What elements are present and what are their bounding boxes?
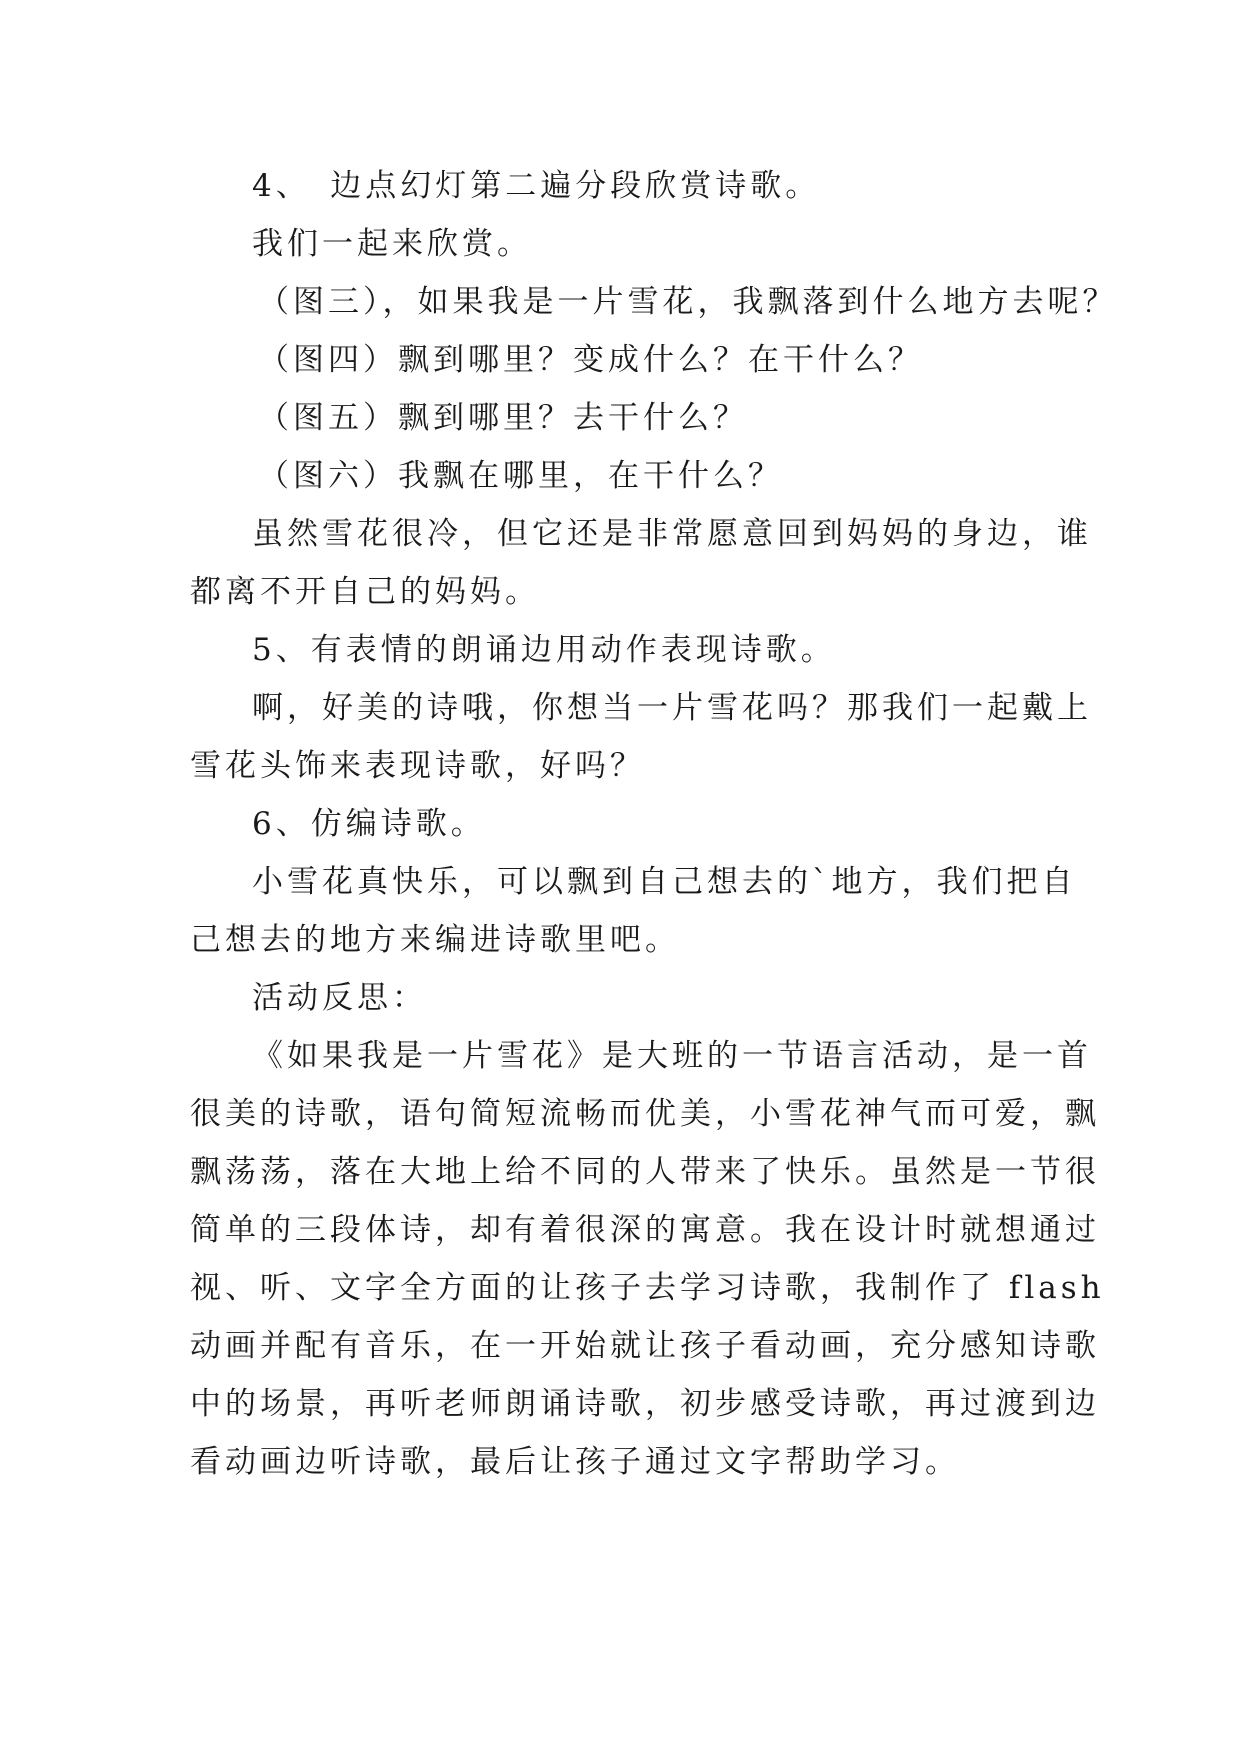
- text-line: 活动反思：: [252, 980, 427, 1016]
- text-line: 啊，好美的诗哦，你想当一片雪花吗？那我们一起戴上: [252, 690, 1092, 726]
- text-line: 飘荡荡，落在大地上给不同的人带来了快乐。虽然是一节很: [190, 1154, 1100, 1190]
- text-line: （图四）飘到哪里？变成什么？在干什么？: [258, 342, 923, 378]
- text-line: 动画并配有音乐，在一开始就让孩子看动画，充分感知诗歌: [190, 1328, 1100, 1364]
- text-line: 《如果我是一片雪花》是大班的一节语言活动，是一首: [252, 1038, 1092, 1074]
- text-line: 雪花头饰来表现诗歌，好吗？: [190, 748, 645, 784]
- text-line: （图五）飘到哪里？去干什么？: [258, 400, 748, 436]
- text-line: 小雪花真快乐，可以飘到自己想去的`地方，我们把自: [252, 864, 1077, 900]
- text-line: 中的场景，再听老师朗诵诗歌，初步感受诗歌，再过渡到边: [190, 1386, 1100, 1422]
- text-line: 4、 边点幻灯第二遍分段欣赏诗歌。: [252, 168, 821, 204]
- text-line: 视、听、文字全方面的让孩子去学习诗歌，我制作了 flash: [190, 1270, 1105, 1306]
- text-line: 看动画边听诗歌，最后让孩子通过文字帮助学习。: [190, 1444, 960, 1480]
- text-line: 5、有表情的朗诵边用动作表现诗歌。: [252, 632, 836, 668]
- text-line: （图三），如果我是一片雪花，我飘落到什么地方去呢？: [258, 284, 1118, 320]
- text-line: 都离不开自己的妈妈。: [190, 574, 540, 610]
- text-line: 简单的三段体诗，却有着很深的寓意。我在设计时就想通过: [190, 1212, 1100, 1248]
- text-line: （图六）我飘在哪里，在干什么？: [258, 458, 783, 494]
- text-line: 我们一起来欣赏。: [252, 226, 532, 262]
- text-line: 很美的诗歌，语句简短流畅而优美，小雪花神气而可爱，飘: [190, 1096, 1100, 1132]
- text-line: 6、仿编诗歌。: [252, 806, 486, 842]
- text-line: 虽然雪花很冷，但它还是非常愿意回到妈妈的身边，谁: [252, 516, 1092, 552]
- text-line: 己想去的地方来编进诗歌里吧。: [190, 922, 680, 958]
